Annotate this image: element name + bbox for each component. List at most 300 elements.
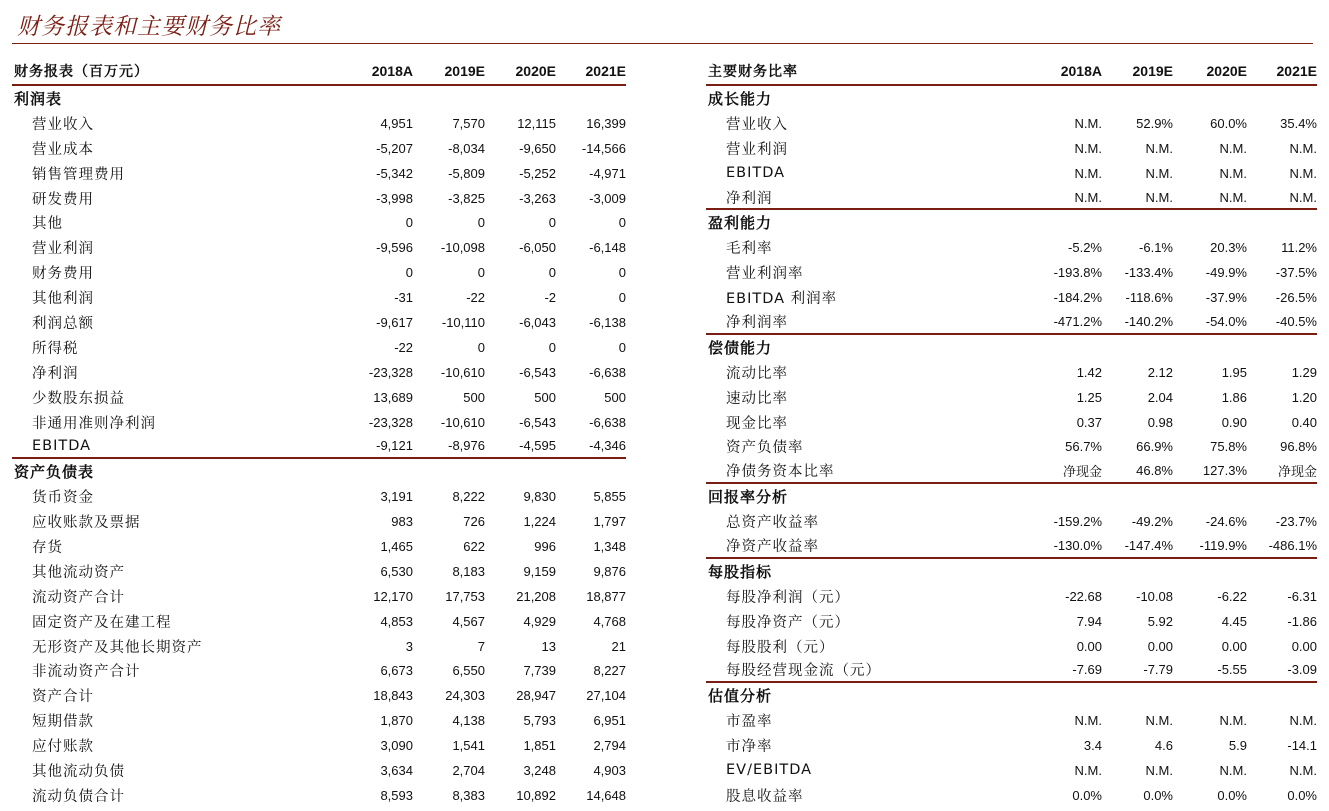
table-cell: 18,877 — [586, 588, 626, 604]
table-cell: 28,947 — [516, 688, 556, 704]
table-cell: 11.2% — [1281, 240, 1317, 256]
table-cell: -133.4% — [1124, 265, 1173, 281]
table-cell: N.M. — [1219, 165, 1247, 181]
table-cell: -6.31 — [1287, 588, 1317, 604]
table-row — [12, 758, 626, 783]
row-label: 速动比率 — [726, 390, 788, 407]
table-cell: N.M. — [1074, 762, 1102, 778]
table-row — [12, 783, 626, 808]
table-row — [706, 360, 1317, 385]
table-cell: 0.00 — [1147, 638, 1173, 654]
table-cell: 500 — [463, 389, 485, 405]
table-cell: -22 — [394, 339, 413, 355]
table-row — [12, 509, 626, 534]
table-row — [706, 534, 1317, 559]
table-row — [12, 310, 626, 335]
table-row — [706, 111, 1317, 136]
row-label: 非流动资产合计 — [32, 664, 141, 681]
table-cell: 5.92 — [1147, 613, 1173, 629]
table-row — [706, 658, 1317, 683]
table-cell: 7.94 — [1076, 613, 1102, 629]
table-cell: 0.00 — [1076, 638, 1102, 654]
table-cell: 0.0% — [1072, 787, 1102, 803]
table-cell: -22 — [466, 290, 485, 306]
table-cell: N.M. — [1145, 165, 1173, 181]
table-cell: 0 — [477, 265, 485, 281]
table-row — [12, 210, 626, 235]
table-cell: -31 — [394, 290, 413, 306]
table-cell: -159.2% — [1053, 514, 1102, 530]
table-cell: 500 — [534, 389, 556, 405]
table-cell: N.M. — [1145, 189, 1173, 205]
table-row — [706, 260, 1317, 285]
table-cell: 1.42 — [1076, 364, 1102, 380]
table-cell: -54.0% — [1205, 313, 1247, 329]
table-row — [706, 584, 1317, 609]
section-label: 偿债能力 — [708, 338, 773, 357]
table-cell: -22.68 — [1065, 588, 1102, 604]
row-label: 现金比率 — [726, 415, 788, 432]
table-cell: N.M. — [1289, 140, 1317, 156]
table-header — [706, 58, 1317, 86]
table-header — [12, 58, 626, 86]
table-cell: -5,342 — [376, 165, 413, 181]
row-label: 其他 — [32, 216, 63, 233]
table-cell: 8,227 — [593, 663, 626, 679]
row-label: 营业成本 — [32, 141, 94, 158]
table-cell: 5,855 — [593, 489, 626, 505]
row-label: 资产负债率 — [726, 440, 804, 457]
row-label: 每股净资产（元） — [726, 614, 850, 631]
table-cell: -5.55 — [1217, 662, 1247, 678]
table-cell: 6,673 — [380, 663, 413, 679]
row-label: 其他流动资产 — [32, 564, 125, 581]
table-row — [12, 534, 626, 559]
table-cell: -193.8% — [1053, 265, 1102, 281]
table-cell: 24,303 — [445, 688, 485, 704]
row-label: 其他利润 — [32, 291, 94, 308]
section-label: 回报率分析 — [708, 488, 789, 507]
section-label: 估值分析 — [708, 687, 773, 706]
row-label: 流动比率 — [726, 365, 788, 382]
table-cell: 4,951 — [380, 115, 413, 131]
table-row — [12, 434, 626, 459]
table-cell: -3,825 — [448, 190, 485, 206]
table-cell: 8,593 — [380, 787, 413, 803]
section-heading — [706, 210, 1317, 235]
row-label: 固定资产及在建工程 — [32, 614, 172, 631]
table-cell: -6.1% — [1139, 240, 1173, 256]
table-cell: N.M. — [1074, 115, 1102, 131]
table-cell: -23,328 — [368, 364, 413, 380]
table-cell: 1,465 — [380, 538, 413, 554]
table-cell: 9,159 — [523, 563, 556, 579]
table-cell: 0.40 — [1291, 414, 1317, 430]
row-label: 其他流动负债 — [32, 763, 125, 780]
row-label: 存货 — [32, 539, 63, 556]
column-header: 2018A — [371, 63, 413, 79]
table-cell: -10.08 — [1136, 588, 1173, 604]
section-heading — [706, 484, 1317, 509]
table-cell: -140.2% — [1124, 313, 1173, 329]
table-row — [706, 235, 1317, 260]
section-heading — [706, 86, 1317, 111]
page-title: 财务报表和主要财务比率 — [17, 14, 281, 40]
table-cell: 75.8% — [1210, 439, 1247, 455]
section-heading — [12, 86, 626, 111]
table-cell: 4,929 — [523, 613, 556, 629]
table-row — [12, 385, 626, 410]
table-cell: 0 — [405, 265, 413, 281]
table-cell: -8,034 — [448, 140, 485, 156]
table-cell: 56.7% — [1065, 439, 1102, 455]
section-label: 成长能力 — [708, 89, 773, 108]
table-cell: 52.9% — [1136, 115, 1173, 131]
row-label: 流动负债合计 — [32, 788, 125, 805]
financial-ratios-table — [706, 58, 1317, 808]
table-cell: 0.98 — [1147, 414, 1173, 430]
table-row — [12, 335, 626, 360]
table-cell: 66.9% — [1136, 439, 1173, 455]
table-cell: N.M. — [1289, 762, 1317, 778]
table-cell: 8,183 — [452, 563, 485, 579]
table-cell: 5.9 — [1228, 738, 1247, 754]
table-cell: -23,328 — [368, 414, 413, 430]
table-cell: N.M. — [1074, 140, 1102, 156]
table-cell: 4,768 — [593, 613, 626, 629]
table-row — [12, 161, 626, 186]
table-cell: 0 — [618, 339, 626, 355]
table-row — [12, 658, 626, 683]
row-label: 研发费用 — [32, 191, 94, 208]
row-label: 应付账款 — [32, 739, 94, 756]
table-cell: 4,853 — [380, 613, 413, 629]
table-cell: 0 — [618, 265, 626, 281]
table-row — [706, 634, 1317, 659]
table-row — [706, 434, 1317, 459]
table-cell: 6,550 — [452, 663, 485, 679]
table-cell: -7.79 — [1143, 662, 1173, 678]
table-cell: -6,638 — [589, 364, 626, 380]
table-cell: -9,121 — [376, 438, 413, 454]
table-cell: -14.1 — [1287, 738, 1317, 754]
table-cell: -9,650 — [519, 140, 556, 156]
table-row — [706, 285, 1317, 310]
table-cell: 8,222 — [452, 489, 485, 505]
table-cell: 2,794 — [593, 738, 626, 754]
table-cell: 3,248 — [523, 762, 556, 778]
table-cell: -8,976 — [448, 438, 485, 454]
table-cell: 3,191 — [380, 489, 413, 505]
row-label: 短期借款 — [32, 714, 94, 731]
table-cell: -6,043 — [519, 314, 556, 330]
row-label: EV/EBITDA — [726, 762, 813, 779]
table-cell: 0 — [548, 265, 556, 281]
table-cell: 0.0% — [1143, 787, 1173, 803]
table-cell: 3.4 — [1083, 738, 1102, 754]
table-cell: 1,224 — [523, 514, 556, 530]
table-row — [12, 634, 626, 659]
table-cell: -4,346 — [589, 438, 626, 454]
section-heading — [706, 683, 1317, 708]
table-cell: 4.45 — [1221, 613, 1247, 629]
table-body — [706, 86, 1317, 808]
table-cell: -119.9% — [1199, 537, 1247, 553]
table-cell: -5,252 — [519, 165, 556, 181]
row-label: 净资产收益率 — [726, 538, 819, 555]
table-cell: N.M. — [1219, 713, 1247, 729]
table-row — [706, 708, 1317, 733]
table-cell: -40.5% — [1275, 313, 1317, 329]
row-label: 营业利润率 — [726, 266, 804, 283]
table-cell: 4,138 — [452, 713, 485, 729]
table-cell: -5.2% — [1068, 240, 1102, 256]
table-cell: 3,634 — [380, 762, 413, 778]
table-cell: 0.0% — [1217, 787, 1247, 803]
row-label: 所得税 — [32, 340, 79, 357]
row-label: 市净率 — [726, 739, 773, 756]
section-heading — [706, 335, 1317, 360]
table-cell: 20.3% — [1210, 240, 1247, 256]
table-cell: -37.9% — [1205, 290, 1247, 306]
table-cell: 0 — [477, 339, 485, 355]
table-cell: N.M. — [1219, 762, 1247, 778]
table-cell: -26.5% — [1275, 290, 1317, 306]
row-label: 营业收入 — [32, 116, 94, 133]
row-label: 股息收益率 — [726, 788, 804, 805]
table-cell: -3,998 — [376, 190, 413, 206]
table-cell: 12,115 — [517, 115, 556, 131]
table-cell: -6,138 — [589, 314, 626, 330]
table-cell: N.M. — [1145, 762, 1173, 778]
table-cell: -3.09 — [1287, 662, 1317, 678]
section-heading — [12, 459, 626, 484]
table-cell: N.M. — [1074, 165, 1102, 181]
section-label: 盈利能力 — [708, 214, 773, 233]
table-cell: -6,050 — [519, 240, 556, 256]
table-cell: 726 — [463, 514, 485, 530]
table-cell: 0 — [618, 290, 626, 306]
table-cell: -10,110 — [441, 314, 485, 330]
row-label: 销售管理费用 — [32, 166, 125, 183]
row-label: 营业利润 — [32, 241, 94, 258]
table-cell: 12,170 — [373, 588, 413, 604]
table-cell: -5,809 — [448, 165, 485, 181]
column-header: 2019E — [1132, 63, 1173, 79]
table-cell: -6.22 — [1217, 588, 1247, 604]
table-row — [12, 285, 626, 310]
section-heading — [706, 559, 1317, 584]
table-row — [12, 186, 626, 211]
row-label: EBITDA — [726, 165, 786, 182]
table-row — [706, 136, 1317, 161]
column-header: 2020E — [515, 63, 556, 79]
table-cell: -5,207 — [376, 140, 413, 156]
table-cell: 1,870 — [380, 713, 413, 729]
table-cell: 8,383 — [452, 787, 485, 803]
table-cell: 1.95 — [1221, 364, 1247, 380]
table-cell: -6,638 — [589, 414, 626, 430]
table-cell: 0 — [548, 215, 556, 231]
row-label: 营业利润 — [726, 141, 788, 158]
table-cell: -486.1% — [1268, 537, 1317, 553]
table-cell: 17,753 — [445, 588, 485, 604]
table-row — [12, 136, 626, 161]
column-header: 2020E — [1206, 63, 1247, 79]
table-cell: 9,830 — [523, 489, 556, 505]
table-cell: -37.5% — [1275, 265, 1317, 281]
row-label: 财务费用 — [32, 266, 94, 283]
row-label: 毛利率 — [726, 241, 773, 258]
row-label: 净利润率 — [726, 314, 788, 331]
column-header: 2018A — [1060, 63, 1102, 79]
section-label: 资产负债表 — [14, 463, 95, 482]
row-label: 总资产收益率 — [726, 515, 819, 532]
table-row — [12, 683, 626, 708]
table-cell: 净现金 — [1062, 464, 1102, 480]
table-row — [12, 111, 626, 136]
section-label: 利润表 — [14, 89, 63, 108]
table-cell: -130.0% — [1053, 537, 1102, 553]
table-cell: -14,566 — [581, 140, 626, 156]
row-label: 净债务资本比率 — [726, 464, 835, 481]
table-cell: N.M. — [1289, 713, 1317, 729]
table-row — [12, 484, 626, 509]
table-cell: -6,148 — [589, 240, 626, 256]
table-cell: 净现金 — [1277, 464, 1317, 480]
table-cell: 1.25 — [1076, 389, 1102, 405]
table-cell: -4,971 — [589, 165, 626, 181]
table-cell: N.M. — [1219, 140, 1247, 156]
table-row — [12, 260, 626, 285]
table-row — [706, 410, 1317, 435]
table-row — [706, 310, 1317, 335]
row-label: 净利润 — [726, 190, 773, 207]
table-cell: 0 — [405, 215, 413, 231]
table-cell: 6,530 — [380, 563, 413, 579]
row-label: 净利润 — [32, 365, 79, 382]
row-label: 资产合计 — [32, 689, 94, 706]
table-cell: -184.2% — [1053, 290, 1102, 306]
row-label: EBITDA — [32, 437, 92, 454]
table-row — [12, 584, 626, 609]
table-row — [706, 609, 1317, 634]
table-cell: 1,541 — [452, 738, 485, 754]
table-cell: -3,009 — [589, 190, 626, 206]
table-cell: 127.3% — [1202, 463, 1247, 479]
table-cell: 16,399 — [586, 115, 626, 131]
table-row — [12, 559, 626, 584]
table-cell: -2 — [544, 290, 556, 306]
table-cell: -23.7% — [1275, 514, 1317, 530]
row-label: 营业收入 — [726, 116, 788, 133]
table-cell: 0 — [548, 339, 556, 355]
table-cell: -147.4% — [1124, 537, 1173, 553]
financial-statements-table — [12, 58, 626, 808]
table-row — [706, 186, 1317, 211]
table-cell: 0.00 — [1221, 638, 1247, 654]
table-cell: 14,648 — [586, 787, 626, 803]
table-cell: -6,543 — [519, 414, 556, 430]
title-divider — [12, 43, 1313, 44]
table-cell: -1.86 — [1287, 613, 1317, 629]
table-cell: -49.9% — [1205, 265, 1247, 281]
row-label: 非通用准则净利润 — [32, 415, 156, 432]
table-row — [706, 758, 1317, 783]
table-row — [12, 410, 626, 435]
table-cell: N.M. — [1219, 189, 1247, 205]
table-cell: -9,596 — [376, 240, 413, 256]
row-label: 利润总额 — [32, 315, 94, 332]
table-header-label: 主要财务比率 — [708, 64, 798, 80]
table-cell: -7.69 — [1072, 662, 1102, 678]
table-cell: 4.6 — [1154, 738, 1173, 754]
table-cell: 7,739 — [523, 663, 556, 679]
table-cell: -9,617 — [376, 314, 413, 330]
table-cell: -10,098 — [440, 240, 485, 256]
table-cell: 10,892 — [516, 787, 556, 803]
table-cell: N.M. — [1289, 189, 1317, 205]
table-cell: 1.20 — [1291, 389, 1317, 405]
table-cell: N.M. — [1074, 713, 1102, 729]
table-cell: 996 — [534, 538, 556, 554]
table-cell: -10,610 — [440, 414, 485, 430]
table-cell: 0.37 — [1076, 414, 1102, 430]
row-label: EBITDA 利润率 — [726, 291, 838, 308]
table-row — [12, 360, 626, 385]
table-cell: 1,348 — [593, 538, 626, 554]
table-cell: 4,903 — [593, 762, 626, 778]
table-cell: 622 — [463, 538, 485, 554]
section-label: 每股指标 — [708, 562, 773, 581]
table-cell: 46.8% — [1136, 463, 1173, 479]
table-row — [12, 235, 626, 260]
table-cell: 13 — [541, 638, 556, 654]
table-cell: 27,104 — [586, 688, 626, 704]
table-cell: 18,843 — [373, 688, 413, 704]
table-cell: N.M. — [1074, 189, 1102, 205]
table-cell: -24.6% — [1205, 514, 1247, 530]
table-cell: 1.29 — [1291, 364, 1317, 380]
row-label: 流动资产合计 — [32, 589, 125, 606]
row-label: 货币资金 — [32, 490, 94, 507]
table-cell: -49.2% — [1131, 514, 1173, 530]
row-label: 每股股利（元） — [726, 639, 835, 656]
table-header-label: 财务报表（百万元） — [14, 64, 149, 80]
table-cell: -471.2% — [1053, 313, 1102, 329]
table-cell: 21,208 — [516, 588, 556, 604]
table-cell: 7,570 — [452, 115, 485, 131]
row-label: 每股净利润（元） — [726, 589, 850, 606]
table-cell: 96.8% — [1280, 439, 1317, 455]
table-cell: 6,951 — [593, 713, 626, 729]
row-label: 少数股东损益 — [32, 390, 125, 407]
table-cell: 35.4% — [1280, 115, 1317, 131]
table-cell: -118.6% — [1125, 290, 1173, 306]
table-cell: 0.0% — [1287, 787, 1317, 803]
table-row — [12, 609, 626, 634]
table-cell: 1,851 — [523, 738, 556, 754]
table-row — [706, 783, 1317, 808]
table-cell: 0 — [618, 215, 626, 231]
table-body — [12, 86, 626, 808]
column-header: 2021E — [1276, 63, 1317, 79]
row-label: 应收账款及票据 — [32, 515, 141, 532]
table-cell: -3,263 — [519, 190, 556, 206]
table-cell: 7 — [477, 638, 485, 654]
table-row — [706, 733, 1317, 758]
table-cell: 2.12 — [1147, 364, 1173, 380]
